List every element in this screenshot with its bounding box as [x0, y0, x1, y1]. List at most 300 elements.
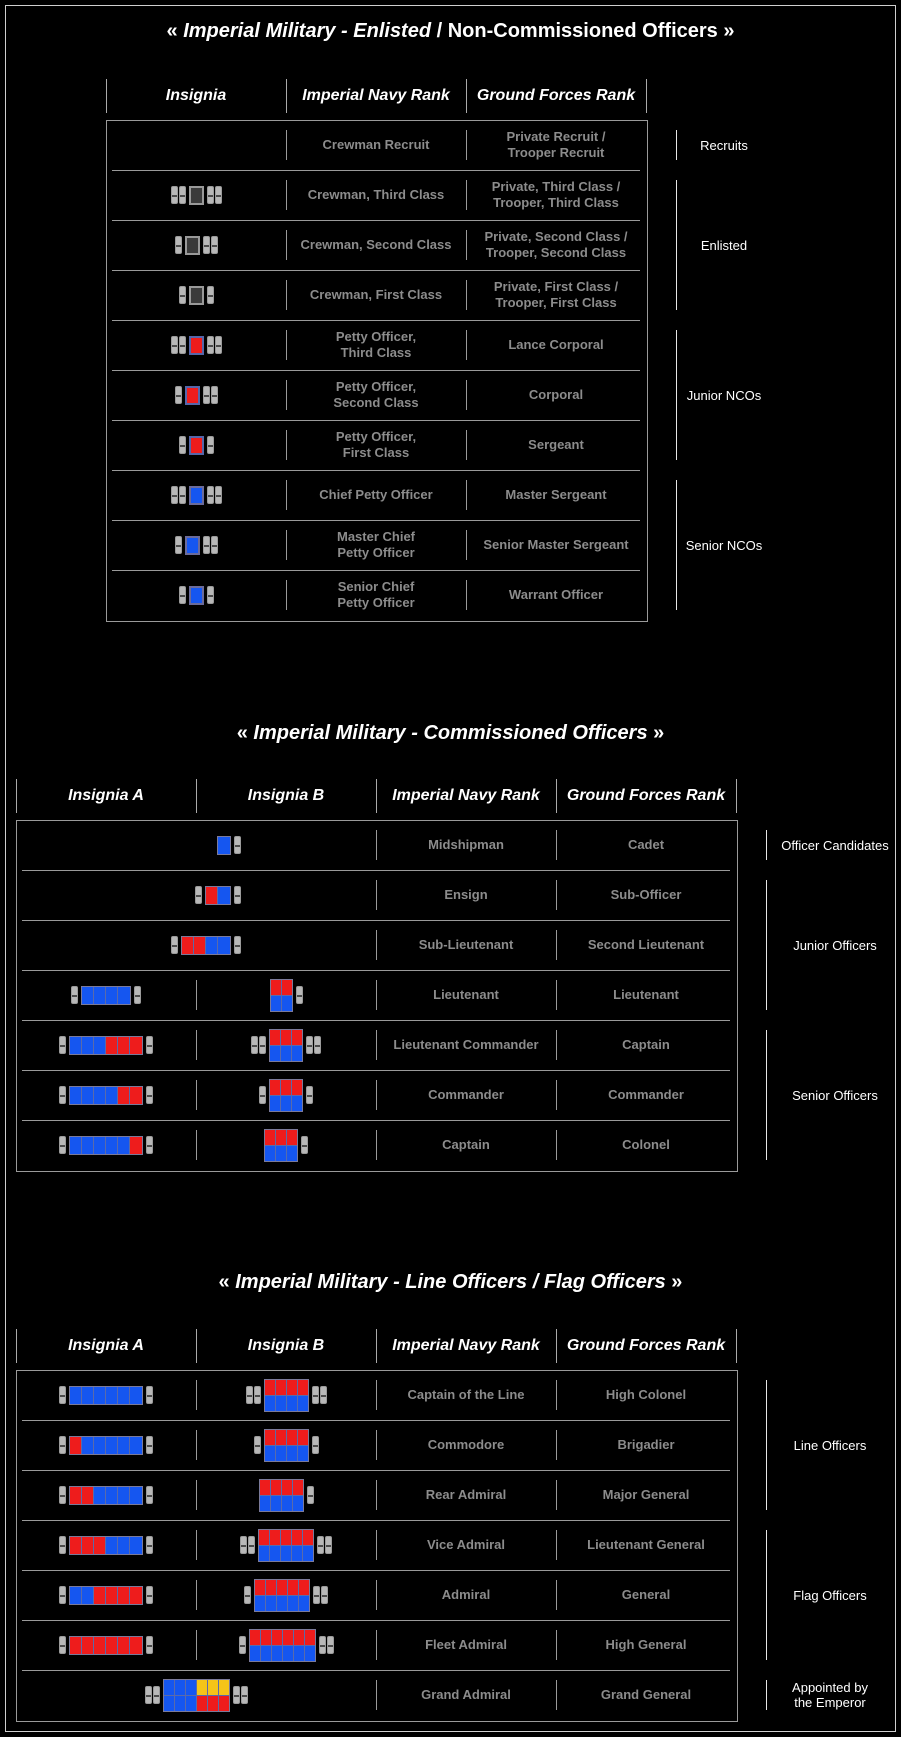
rank-bar-group — [251, 1036, 266, 1054]
insignia-a — [16, 1120, 196, 1170]
red-square — [270, 1080, 280, 1095]
ground-rank: Captain — [622, 1037, 670, 1052]
red-square — [298, 1380, 308, 1395]
ground-rank: Brigadier — [617, 1437, 675, 1452]
group-label: Junior NCOs — [686, 387, 762, 403]
blue-square — [271, 996, 281, 1011]
blue-square — [70, 1137, 82, 1154]
ground-rank: Major General — [602, 1487, 690, 1502]
color-grid — [249, 1629, 316, 1662]
group-label: Recruits — [700, 137, 748, 153]
rank-bar-icon — [211, 386, 218, 404]
navy-rank: Grand Admiral — [421, 1687, 511, 1702]
red-square — [282, 1480, 292, 1495]
insignia-b — [196, 1370, 376, 1420]
ground-rank: Master Sergeant — [505, 487, 607, 502]
rank-bar-icon — [146, 1136, 153, 1154]
blue-square — [250, 1646, 260, 1661]
blue-square — [298, 1446, 308, 1461]
blue-square — [106, 1387, 118, 1404]
red-square — [265, 1130, 275, 1145]
blue-square — [94, 1087, 106, 1104]
ground-rank: Sergeant — [528, 437, 584, 452]
red-square — [130, 1087, 142, 1104]
red-square — [118, 1037, 130, 1054]
navy-rank: Crewman, First Class — [309, 287, 443, 302]
navy-rank: Crewman, Third Class — [307, 187, 445, 202]
rank-bar-icon — [179, 436, 186, 454]
red-square — [281, 1080, 291, 1095]
blue-square — [106, 1437, 118, 1454]
red-square — [270, 1530, 280, 1545]
blue-square — [175, 1696, 185, 1711]
blue-square — [271, 1496, 281, 1511]
rank-bar-group — [146, 1636, 153, 1654]
rank-bar-icon — [59, 1386, 66, 1404]
insignia — [106, 570, 286, 620]
rank-bar-icon — [59, 1536, 66, 1554]
blue-square — [106, 1487, 118, 1504]
red-square — [219, 1696, 229, 1711]
blue-square — [130, 1487, 142, 1504]
rank-bar-group — [259, 1086, 266, 1104]
navy-rank: Midshipman — [428, 837, 504, 852]
red-square — [255, 1580, 265, 1595]
red-square — [194, 937, 206, 954]
ground-rank: Second Lieutenant — [587, 937, 705, 952]
insignia-a — [16, 1070, 196, 1120]
blue-square — [130, 1387, 142, 1404]
blue-square — [118, 1437, 130, 1454]
title-italic: Imperial Military - Enlisted — [183, 20, 432, 42]
blue-square — [266, 1596, 276, 1611]
rank-bar-group — [171, 336, 186, 354]
rank-bar-group — [171, 486, 186, 504]
navy-rank: Vice Admiral — [426, 1537, 506, 1552]
blue-square — [106, 1137, 118, 1154]
group-label: Senior NCOs — [685, 537, 763, 553]
column-header: Imperial Navy Rank — [392, 787, 540, 804]
rank-bar-group — [234, 886, 241, 904]
blue-square — [82, 1437, 94, 1454]
red-square — [94, 1637, 106, 1654]
rank-bar-icon — [259, 1086, 266, 1104]
rank-bar-group — [246, 1386, 261, 1404]
red-square — [197, 1696, 207, 1711]
blue-square — [82, 1037, 94, 1054]
red-square — [298, 1430, 308, 1445]
rank-bar-icon — [254, 1436, 261, 1454]
blue-square — [82, 1387, 94, 1404]
rank-bar-group — [146, 1086, 153, 1104]
rank-bar-icon — [207, 586, 214, 604]
header-divider — [646, 79, 647, 113]
rank-bar-group — [179, 286, 186, 304]
insignia-a — [16, 1520, 196, 1570]
rank-bar-group — [306, 1086, 313, 1104]
blue-square — [270, 1046, 280, 1061]
insignia-a — [16, 1620, 196, 1670]
rank-bar-icon — [325, 1536, 332, 1554]
column-header: Ground Forces Rank — [566, 787, 726, 804]
red-square — [130, 1037, 142, 1054]
rank-bar-group — [175, 386, 182, 404]
blue-square — [94, 1137, 106, 1154]
rank-bar-icon — [239, 1636, 246, 1654]
rank-bar-icon — [241, 1686, 248, 1704]
insignia — [106, 370, 286, 420]
red-square — [293, 1480, 303, 1495]
rank-bar-group — [306, 1036, 321, 1054]
blue-square — [106, 1087, 118, 1104]
rank-bar-icon — [306, 1036, 313, 1054]
red-square — [260, 1480, 270, 1495]
color-strip — [217, 836, 231, 855]
gray-square — [185, 236, 200, 255]
color-strip — [69, 1586, 143, 1605]
rank-bar-icon — [215, 336, 222, 354]
blue-square — [82, 1137, 94, 1154]
rank-bar-icon — [145, 1686, 152, 1704]
ground-rank: Colonel — [622, 1137, 670, 1152]
red-square — [208, 1696, 218, 1711]
red-square — [182, 937, 194, 954]
insignia-a — [16, 1570, 196, 1620]
column-header: Insignia B — [247, 787, 325, 804]
blue-square — [118, 987, 130, 1004]
rank-bar-group — [207, 336, 222, 354]
rank-bar-group — [171, 936, 178, 954]
group-bracket — [766, 1380, 767, 1510]
rank-bar-group — [317, 1536, 332, 1554]
navy-rank: Rear Admiral — [425, 1487, 507, 1502]
ground-rank: Grand General — [600, 1687, 692, 1702]
blue-square — [70, 1587, 82, 1604]
rank-bar-icon — [234, 886, 241, 904]
blue-square — [82, 1087, 94, 1104]
color-strip — [69, 1386, 143, 1405]
rank-bar-group — [134, 986, 141, 1004]
rank-bar-icon — [146, 1086, 153, 1104]
blue-square — [277, 1596, 287, 1611]
navy-rank: Crewman Recruit — [322, 137, 430, 152]
insignia — [106, 470, 286, 520]
rank-bar-group — [207, 436, 214, 454]
insignia — [106, 120, 286, 170]
ground-rank: Private, Third Class / Trooper, Third Class — [491, 179, 621, 210]
rank-bar-icon — [171, 936, 178, 954]
rank-bar-icon — [175, 236, 182, 254]
blue-square — [261, 1646, 271, 1661]
navy-rank: Admiral — [441, 1587, 491, 1602]
color-grid — [264, 1379, 309, 1412]
rank-bar-icon — [319, 1636, 326, 1654]
red-square — [292, 1530, 302, 1545]
blue-square — [287, 1446, 297, 1461]
red-square — [250, 1630, 260, 1645]
group-label: Enlisted — [700, 237, 748, 253]
blue-square — [283, 1646, 293, 1661]
blue-square — [175, 1680, 185, 1695]
blue-square — [265, 1446, 275, 1461]
blue-square — [281, 1046, 291, 1061]
red-square — [70, 1637, 82, 1654]
rank-bar-icon — [146, 1636, 153, 1654]
navy-rank: Petty Officer, Third Class — [335, 329, 417, 360]
blue-square — [118, 1487, 130, 1504]
red-square — [266, 1580, 276, 1595]
blue-square — [118, 1137, 130, 1154]
rank-bar-icon — [207, 436, 214, 454]
navy-rank: Ensign — [444, 887, 488, 902]
section-title-commissioned — [0, 722, 901, 745]
red-square — [281, 1030, 291, 1045]
blue-square — [94, 987, 106, 1004]
rank-bar-group — [207, 186, 222, 204]
red-square — [130, 1137, 142, 1154]
insignia-b — [196, 1070, 376, 1120]
red-square — [276, 1380, 286, 1395]
blue-square — [292, 1546, 302, 1561]
yellow-square — [208, 1680, 218, 1695]
rank-bar-icon — [234, 836, 241, 854]
color-strip — [181, 936, 231, 955]
red-square — [118, 1087, 130, 1104]
rank-bar-icon — [179, 486, 186, 504]
rank-bar-group — [207, 486, 222, 504]
navy-rank: Chief Petty Officer — [319, 487, 433, 502]
navy-rank: Captain of the Line — [407, 1387, 525, 1402]
rank-bar-icon — [207, 486, 214, 504]
color-grid — [269, 1029, 303, 1062]
rank-bar-group — [146, 1536, 153, 1554]
rank-bar-icon — [146, 1586, 153, 1604]
column-header: Imperial Navy Rank — [392, 1337, 540, 1354]
group-bracket — [766, 1530, 767, 1660]
insignia — [106, 320, 286, 370]
insignia-b — [196, 1120, 376, 1170]
red-square — [185, 386, 200, 405]
rank-bar-group — [59, 1586, 66, 1604]
rank-bar-icon — [179, 186, 186, 204]
blue-square — [260, 1496, 270, 1511]
rank-bar-icon — [207, 336, 214, 354]
blue-square — [265, 1146, 275, 1161]
blue-square — [276, 1146, 286, 1161]
yellow-square — [197, 1680, 207, 1695]
red-square — [303, 1530, 313, 1545]
navy-rank: Petty Officer, Second Class — [333, 379, 419, 410]
rank-bar-icon — [59, 1486, 66, 1504]
rank-bar-group — [233, 1686, 248, 1704]
ground-rank: Private, Second Class / Trooper, Second Class — [484, 229, 628, 260]
rank-bar-icon — [233, 1686, 240, 1704]
color-grid — [264, 1129, 298, 1162]
navy-rank: Commander — [428, 1087, 504, 1102]
column-header: Ground Forces Rank — [476, 87, 636, 104]
blue-square — [70, 1087, 82, 1104]
blue-square — [305, 1646, 315, 1661]
red-square — [287, 1130, 297, 1145]
color-strip — [69, 1486, 143, 1505]
group-label: Senior Officers — [792, 1087, 878, 1103]
gray-square — [189, 186, 204, 205]
blue-square — [130, 1437, 142, 1454]
title-rest: » — [647, 722, 665, 744]
blue-square — [282, 996, 292, 1011]
red-square — [82, 1487, 94, 1504]
navy-rank: Fleet Admiral — [425, 1637, 507, 1652]
ground-rank: Corporal — [528, 387, 584, 402]
rank-bar-icon — [171, 486, 178, 504]
group-bracket — [766, 830, 767, 860]
blue-square — [293, 1496, 303, 1511]
blue-square — [164, 1680, 174, 1695]
blue-square — [186, 1696, 196, 1711]
ground-rank: Senior Master Sergeant — [483, 537, 629, 552]
rank-bar-icon — [195, 886, 202, 904]
title-prefix: « — [218, 1271, 236, 1293]
rank-bar-group — [234, 836, 241, 854]
blue-square — [287, 1396, 297, 1411]
color-grid — [264, 1429, 309, 1462]
ground-rank: Commander — [608, 1087, 684, 1102]
red-square — [265, 1380, 275, 1395]
blue-square — [189, 486, 204, 505]
rank-bar-icon — [59, 1636, 66, 1654]
rank-bar-group — [146, 1036, 153, 1054]
rank-bar-icon — [211, 236, 218, 254]
blue-square — [70, 1387, 82, 1404]
rank-bar-group — [207, 586, 214, 604]
blue-square — [94, 1037, 106, 1054]
title-prefix: « — [166, 20, 184, 42]
navy-rank: Master Chief Petty Officer — [336, 529, 416, 560]
rank-bar-group — [171, 186, 186, 204]
insignia-a — [16, 920, 376, 970]
blue-square — [94, 1387, 106, 1404]
rank-bar-group — [254, 1436, 261, 1454]
header-divider — [736, 1329, 737, 1363]
color-strip — [69, 1436, 143, 1455]
color-grid — [269, 1079, 303, 1112]
red-square — [94, 1537, 106, 1554]
rank-bar-icon — [153, 1686, 160, 1704]
rank-bar-icon — [251, 1036, 258, 1054]
rank-bar-group — [239, 1636, 246, 1654]
blue-square — [130, 1537, 142, 1554]
blue-square — [287, 1146, 297, 1161]
rank-bar-icon — [171, 186, 178, 204]
red-square — [282, 980, 292, 995]
red-square — [118, 1587, 130, 1604]
insignia-a — [16, 1420, 196, 1470]
insignia — [106, 420, 286, 470]
group-label: Appointed by the Emperor — [792, 1680, 868, 1710]
rank-bar-icon — [246, 1386, 253, 1404]
ground-rank: Sub-Officer — [610, 887, 682, 902]
blue-square — [281, 1096, 291, 1111]
red-square — [265, 1430, 275, 1445]
insignia-b — [196, 1020, 376, 1070]
blue-square — [303, 1546, 313, 1561]
title-prefix: « — [236, 722, 254, 744]
column-header: Ground Forces Rank — [566, 1337, 726, 1354]
rank-bar-group — [312, 1436, 319, 1454]
title-rest: / Non-Commissioned Officers » — [431, 20, 735, 42]
red-square — [82, 1637, 94, 1654]
rank-bar-group — [195, 886, 202, 904]
red-square — [261, 1630, 271, 1645]
rank-bar-icon — [312, 1436, 319, 1454]
header-divider — [736, 779, 737, 813]
section-title-line — [0, 1271, 901, 1294]
title-italic: Imperial Military - Commissioned Officers — [253, 722, 648, 744]
ground-rank: Private Recruit / Trooper Recruit — [506, 129, 606, 160]
red-square — [276, 1430, 286, 1445]
rank-bar-icon — [146, 1436, 153, 1454]
rank-bar-group — [59, 1136, 66, 1154]
insignia — [106, 270, 286, 320]
insignia-b — [196, 1520, 376, 1570]
rank-bar-group — [179, 586, 186, 604]
insignia-b — [196, 1470, 376, 1520]
blue-square — [292, 1046, 302, 1061]
insignia-a — [16, 970, 196, 1020]
blue-square — [281, 1546, 291, 1561]
rank-bar-group — [203, 536, 218, 554]
title-rest: » — [665, 1271, 683, 1293]
rank-bar-group — [234, 936, 241, 954]
blue-square — [299, 1596, 309, 1611]
section-title-enlisted — [0, 20, 901, 43]
rank-bar-icon — [301, 1136, 308, 1154]
blue-square — [94, 1437, 106, 1454]
rank-bar-icon — [146, 1036, 153, 1054]
blue-square — [288, 1596, 298, 1611]
navy-rank: Crewman, Second Class — [300, 237, 452, 252]
rank-bar-icon — [175, 386, 182, 404]
blue-square — [272, 1646, 282, 1661]
blue-square — [276, 1396, 286, 1411]
insignia-a — [16, 820, 376, 870]
red-square — [206, 887, 218, 904]
blue-square — [106, 987, 118, 1004]
rank-bar-icon — [59, 1036, 66, 1054]
blue-square — [189, 586, 204, 605]
ground-rank: High General — [605, 1637, 687, 1652]
red-square — [82, 1537, 94, 1554]
red-square — [94, 1587, 106, 1604]
group-label: Junior Officers — [793, 937, 877, 953]
red-square — [288, 1580, 298, 1595]
color-grid — [259, 1479, 304, 1512]
column-header: Insignia A — [68, 1337, 144, 1354]
ground-rank: Lieutenant — [613, 987, 679, 1002]
rank-bar-group — [312, 1386, 327, 1404]
rank-bar-icon — [203, 536, 210, 554]
rank-bar-icon — [179, 286, 186, 304]
ground-rank: Lieutenant General — [587, 1537, 705, 1552]
rank-bar-icon — [259, 1036, 266, 1054]
rank-bar-icon — [307, 1486, 314, 1504]
red-square — [70, 1487, 82, 1504]
red-square — [130, 1637, 142, 1654]
color-grid — [254, 1579, 310, 1612]
blue-square — [206, 937, 218, 954]
blue-square — [265, 1396, 275, 1411]
ground-rank: Lance Corporal — [508, 337, 604, 352]
